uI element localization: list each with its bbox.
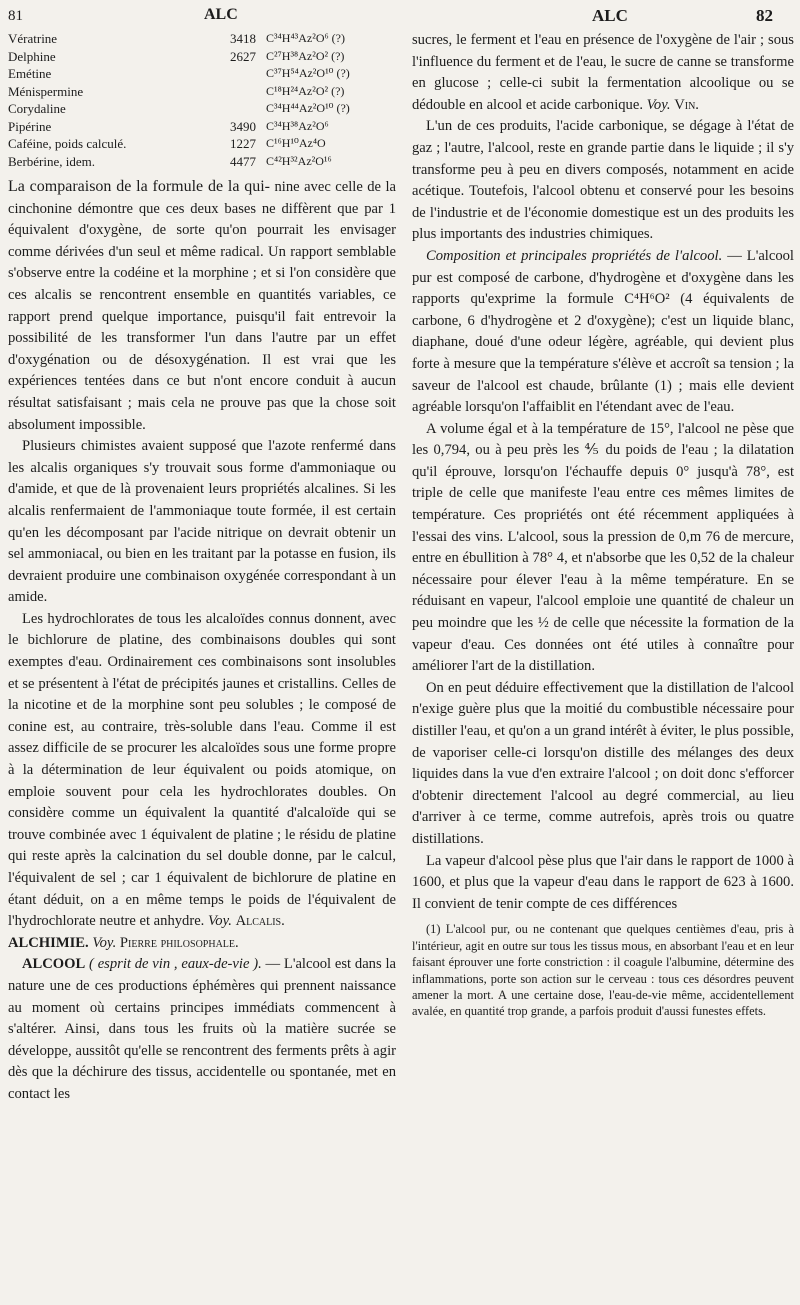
paragraph-fermentation bbox=[412, 30, 794, 116]
table-row bbox=[8, 83, 396, 101]
right-headword: ALC bbox=[592, 6, 628, 25]
alkaloid-name: Delphine bbox=[8, 48, 56, 64]
entry-headword: ALCOOL bbox=[22, 956, 86, 973]
alkaloid-weight bbox=[208, 100, 266, 118]
section-title: Composition et principales propriétés de l'alcool. bbox=[426, 247, 723, 264]
cross-ref-voy: Voy. bbox=[207, 913, 232, 930]
footnotes bbox=[412, 921, 794, 1019]
alkaloid-name: Berbérine, idem. bbox=[8, 153, 95, 169]
alkaloid-formula: C¹⁶H¹⁰Az⁴O bbox=[266, 136, 326, 150]
alkaloid-weight: 3418 bbox=[230, 31, 256, 46]
alkaloid-formula: C¹⁸H²⁴Az²O² (?) bbox=[266, 83, 345, 98]
paragraph-vapour: La vapeur d'alcool pèse plus que l'air dans le rapport de 1000 à 1600, et plus que la vapeur d'eau dans le rapport de 623 à 1600. Il convient de tenir compte de ces différences bbox=[412, 852, 794, 912]
table-row bbox=[8, 153, 396, 171]
cross-ref-target[interactable]: Vin. bbox=[674, 96, 699, 113]
left-column bbox=[8, 30, 396, 1106]
cross-ref-target[interactable]: Pierre philosophale. bbox=[119, 934, 239, 951]
paragraph-hydrochlorates bbox=[8, 609, 396, 933]
alkaloid-weight: 4477 bbox=[230, 153, 256, 169]
cross-ref-voy: Voy. bbox=[646, 96, 671, 113]
paragraph-text: — L'alcool est dans la nature une de ces productions éphémères qui prennent naissance au moment où certains principes immédiats commencent à s'altérer. Ainsi, dans tous les fruits où la matière sucrée se développe, aussitôt qu'elle se rencontrent des ferments prêts à agir dès que la déchirure des tissus, accidentelle ou spontanée, met en contact les bbox=[8, 956, 396, 1102]
paragraph-composition bbox=[412, 246, 794, 419]
footnote: (1) L'alcool pur, ou ne contenant que quelques centièmes d'eau, pris à l'intérieur, agit en outre sur tous les tissus mous, en absorbant l'eau et en leur faisant éprouver une forte constriction : il coagule l'albumine, détermine des inflammations, porte son action sur le cerveau : tous ces désordres peuvent amener la mort. A une certaine dose, l'eau-de-vie même, accidentellement avalée, en quantité trop grande, a parfois produit d'aussi funestes effets. bbox=[412, 922, 794, 1019]
paragraph-azote: Plusieurs chimistes avaient supposé que l'azote renfermé dans les alcalis organiques s'y trouvait sous forme d'ammoniaque ou d'amide, et que de là provenaient leurs propriétés alcalines. Si les alcalis renfermaient de l'ammoniaque toute formée, il est certain qu'en les décomposant par l'acide nitrique on devrait obtenir un sel ammoniacal, ou bien en les traitant par la potasse en fusion, ils devraient produire une combinaison oxygénée correspondant à un amide. bbox=[8, 438, 396, 606]
table-row bbox=[8, 30, 396, 48]
entry-alcool bbox=[8, 954, 396, 1105]
alkaloid-formula: C³⁴H⁴³Az²O⁶ (?) bbox=[266, 31, 345, 45]
paragraph-density: A volume égal et à la température de 15°, l'alcool ne pèse que les 0,794, ou à peu près les ⅘ du poids de l'eau ; la dilatation qu'il éprouve, lorsqu'on l'échauffe depuis 0° jusqu'à 78°, est triple de celle que manifeste l'eau entre ces mêmes limites de température. Ces propriétés ont été récemment appliquées à l'essai des vins. L'alcool, sous la pression de 0,m 76 de mercure, entre en ébullition à 78° 4, et n'absorbe que les 0,52 de la chaleur nécessaire pour élever l'eau à la même température. En se réduisant en vapeur, l'alcool emploie une quantité de chaleur un peu moindre que les ½ de celle que nécessite la formation de la vapeur d'eau. Ces données ont été utiles à connaître pour améliorer l'art de la distillation. bbox=[412, 420, 794, 675]
alkaloid-formula: C²⁷H³⁸Az²O² (?) bbox=[266, 48, 345, 63]
paragraph-text: — L'alcool pur est composé de carbone, d'hydrogène et d'oxygène dans les rapports qu'exprime la formule C⁴H⁶O² (4 équivalents de carbone, 6 d'hydrogène et 2 d'oxygène); c'est un liquide blanc, diaphane, doué d'une odeur légère, agréable, qui devient plus forte à mesure que la température s'élève et accroît sa tension ; la saveur de l'alcool est chaude, brûlante (1) ; mais elle devient agréable lorsqu'on l'affaiblit en l'étendant avec de l'eau. bbox=[412, 247, 794, 416]
alkaloid-table bbox=[8, 30, 396, 170]
table-row bbox=[8, 100, 396, 118]
alkaloid-name: Ménispermine bbox=[8, 83, 84, 99]
alkaloid-weight: 2627 bbox=[230, 48, 256, 64]
alkaloid-name: Caféine, poids calculé. bbox=[8, 136, 127, 151]
table-row bbox=[8, 65, 396, 83]
table-row bbox=[8, 118, 396, 136]
paragraph-lead: La comparaison de la formule de la qui- bbox=[8, 178, 271, 195]
alkaloid-weight: 1227 bbox=[230, 136, 256, 151]
running-header bbox=[0, 4, 800, 30]
alkaloid-formula: C³⁷H⁵⁴Az²O¹⁰ (?) bbox=[266, 66, 350, 80]
cross-ref-voy: Voy. bbox=[92, 934, 117, 951]
alkaloid-name: Emétine bbox=[8, 66, 52, 81]
cross-ref-target[interactable]: Alcalis. bbox=[235, 913, 285, 930]
table-row bbox=[8, 135, 396, 153]
alkaloid-formula: C³⁴H⁴⁴Az²O¹⁰ (?) bbox=[266, 101, 350, 115]
paragraph-quinine-comparison bbox=[8, 176, 396, 436]
alkaloid-weight bbox=[208, 65, 266, 83]
paragraph-text: sucres, le ferment et l'eau en présence de l'oxygène de l'air ; sous l'influence du ferment et de l'eau, le sucre de canne se transforme en glucose ; celle-ci subit la fermentation alcoolique ou se dédouble en alcool et acide carbonique. bbox=[412, 32, 794, 113]
alkaloid-formula: C⁴²H³²Az²O¹⁶ bbox=[266, 153, 332, 168]
alkaloid-weight: 3490 bbox=[230, 118, 256, 134]
alkaloid-weight bbox=[208, 83, 266, 101]
table-row bbox=[8, 48, 396, 66]
left-page-number: 81 bbox=[8, 8, 23, 24]
right-page-number: 82 bbox=[756, 6, 773, 25]
alkaloid-formula: C³⁴H³⁸Az²O⁶ bbox=[266, 118, 329, 133]
alkaloid-name: Vératrine bbox=[8, 31, 58, 46]
right-column bbox=[412, 30, 794, 1020]
paragraph-products: L'un de ces produits, l'acide carbonique, se dégage à l'état de gaz ; l'autre, l'alcool, reste en grande partie dans le liquide ; il s'y transforme peu à peu en divers composés, notamment en acide acétique. Toutefois, l'alcool obtenu et conservé pour les besoins de l'industrie et de l'économie domestique est un des produits les plus importants des industries chimiques. bbox=[412, 118, 794, 243]
entry-synonyms: ( esprit de vin , eaux-de-vie ). bbox=[89, 956, 262, 973]
paragraph-distillation: On en peut déduire effectivement que la distillation de l'alcool n'exige guère plus que la moitié du combustible nécessaire pour distiller l'eau, et qu'on a un grand intérêt à éviter, le plus possible, de vaporiser celle-ci lorsqu'on distille des mélanges des deux liquides dans la vue d'en extraire l'alcool ; on doit donc s'efforcer d'obtenir directement l'alcool au degré commercial, au lieu d'arriver à ce terme, comme autrefois, après trois ou quatre distillations. bbox=[412, 679, 794, 847]
paragraph-text: nine avec celle de la cinchonine démontre que ces deux bases ne diffèrent que par 1 équivalent d'oxygène, de sorte qu'on pourrait les envisager comme dérivées d'un seul et même radical. Un rapport semblable s'observe entre la codéine et la morphine ; et si l'on considère que ces alcalis se rencontrent ensemble en quantités variables, ce rapport prend quelque importance, puisqu'il fait entrevoir la possibilité de les transformer l'un dans l'autre par un effet d'oxygénation ou de désoxygénation. Il est vrai que les expériences tentées dans ce but n'ont encore conduit à aucun résultat satisfaisant ; mais cela ne prouve pas que la chose soit absolument impossible. bbox=[8, 179, 397, 433]
alkaloid-name: Corydaline bbox=[8, 101, 66, 116]
entry-headword: ALCHIMIE. bbox=[8, 934, 89, 951]
alkaloid-name: Pipérine bbox=[8, 118, 52, 134]
paragraph-text: Les hydrochlorates de tous les alcaloïdes connus donnent, avec le bichlorure de platine, des combinaisons doubles qui sont exemptes d'eau. Ordinairement ces combinaisons sont insolubles et se présentent à l'état de précipités jaunes et cristallins. Celles de la nicotine et de la morphine sont peu solubles ; le composé de conine est, au contraire, très-soluble dans l'eau. Comme il est assez difficile de se procurer les alcaloïdes sous une forme propre à la détermination de leur équivalent ou poids atomique, on emploie souvent pour cela les hydrochlorates doubles. On considère comme un équivalent la quantité d'alcaloïde qui se trouve combinée avec 1 équivalent de platine ; le résidu de platine qui reste après la calcination du sel double donne, par le calcul, l'équivalent de sel ; car 1 équivalent de bichlorure de platine en étant déduit, on a en même temps le poids de l'équivalent de l'hydrochlorate neutre et anhydre. bbox=[8, 610, 396, 930]
left-headword: ALC bbox=[204, 6, 238, 23]
entry-alchimie bbox=[8, 933, 396, 955]
